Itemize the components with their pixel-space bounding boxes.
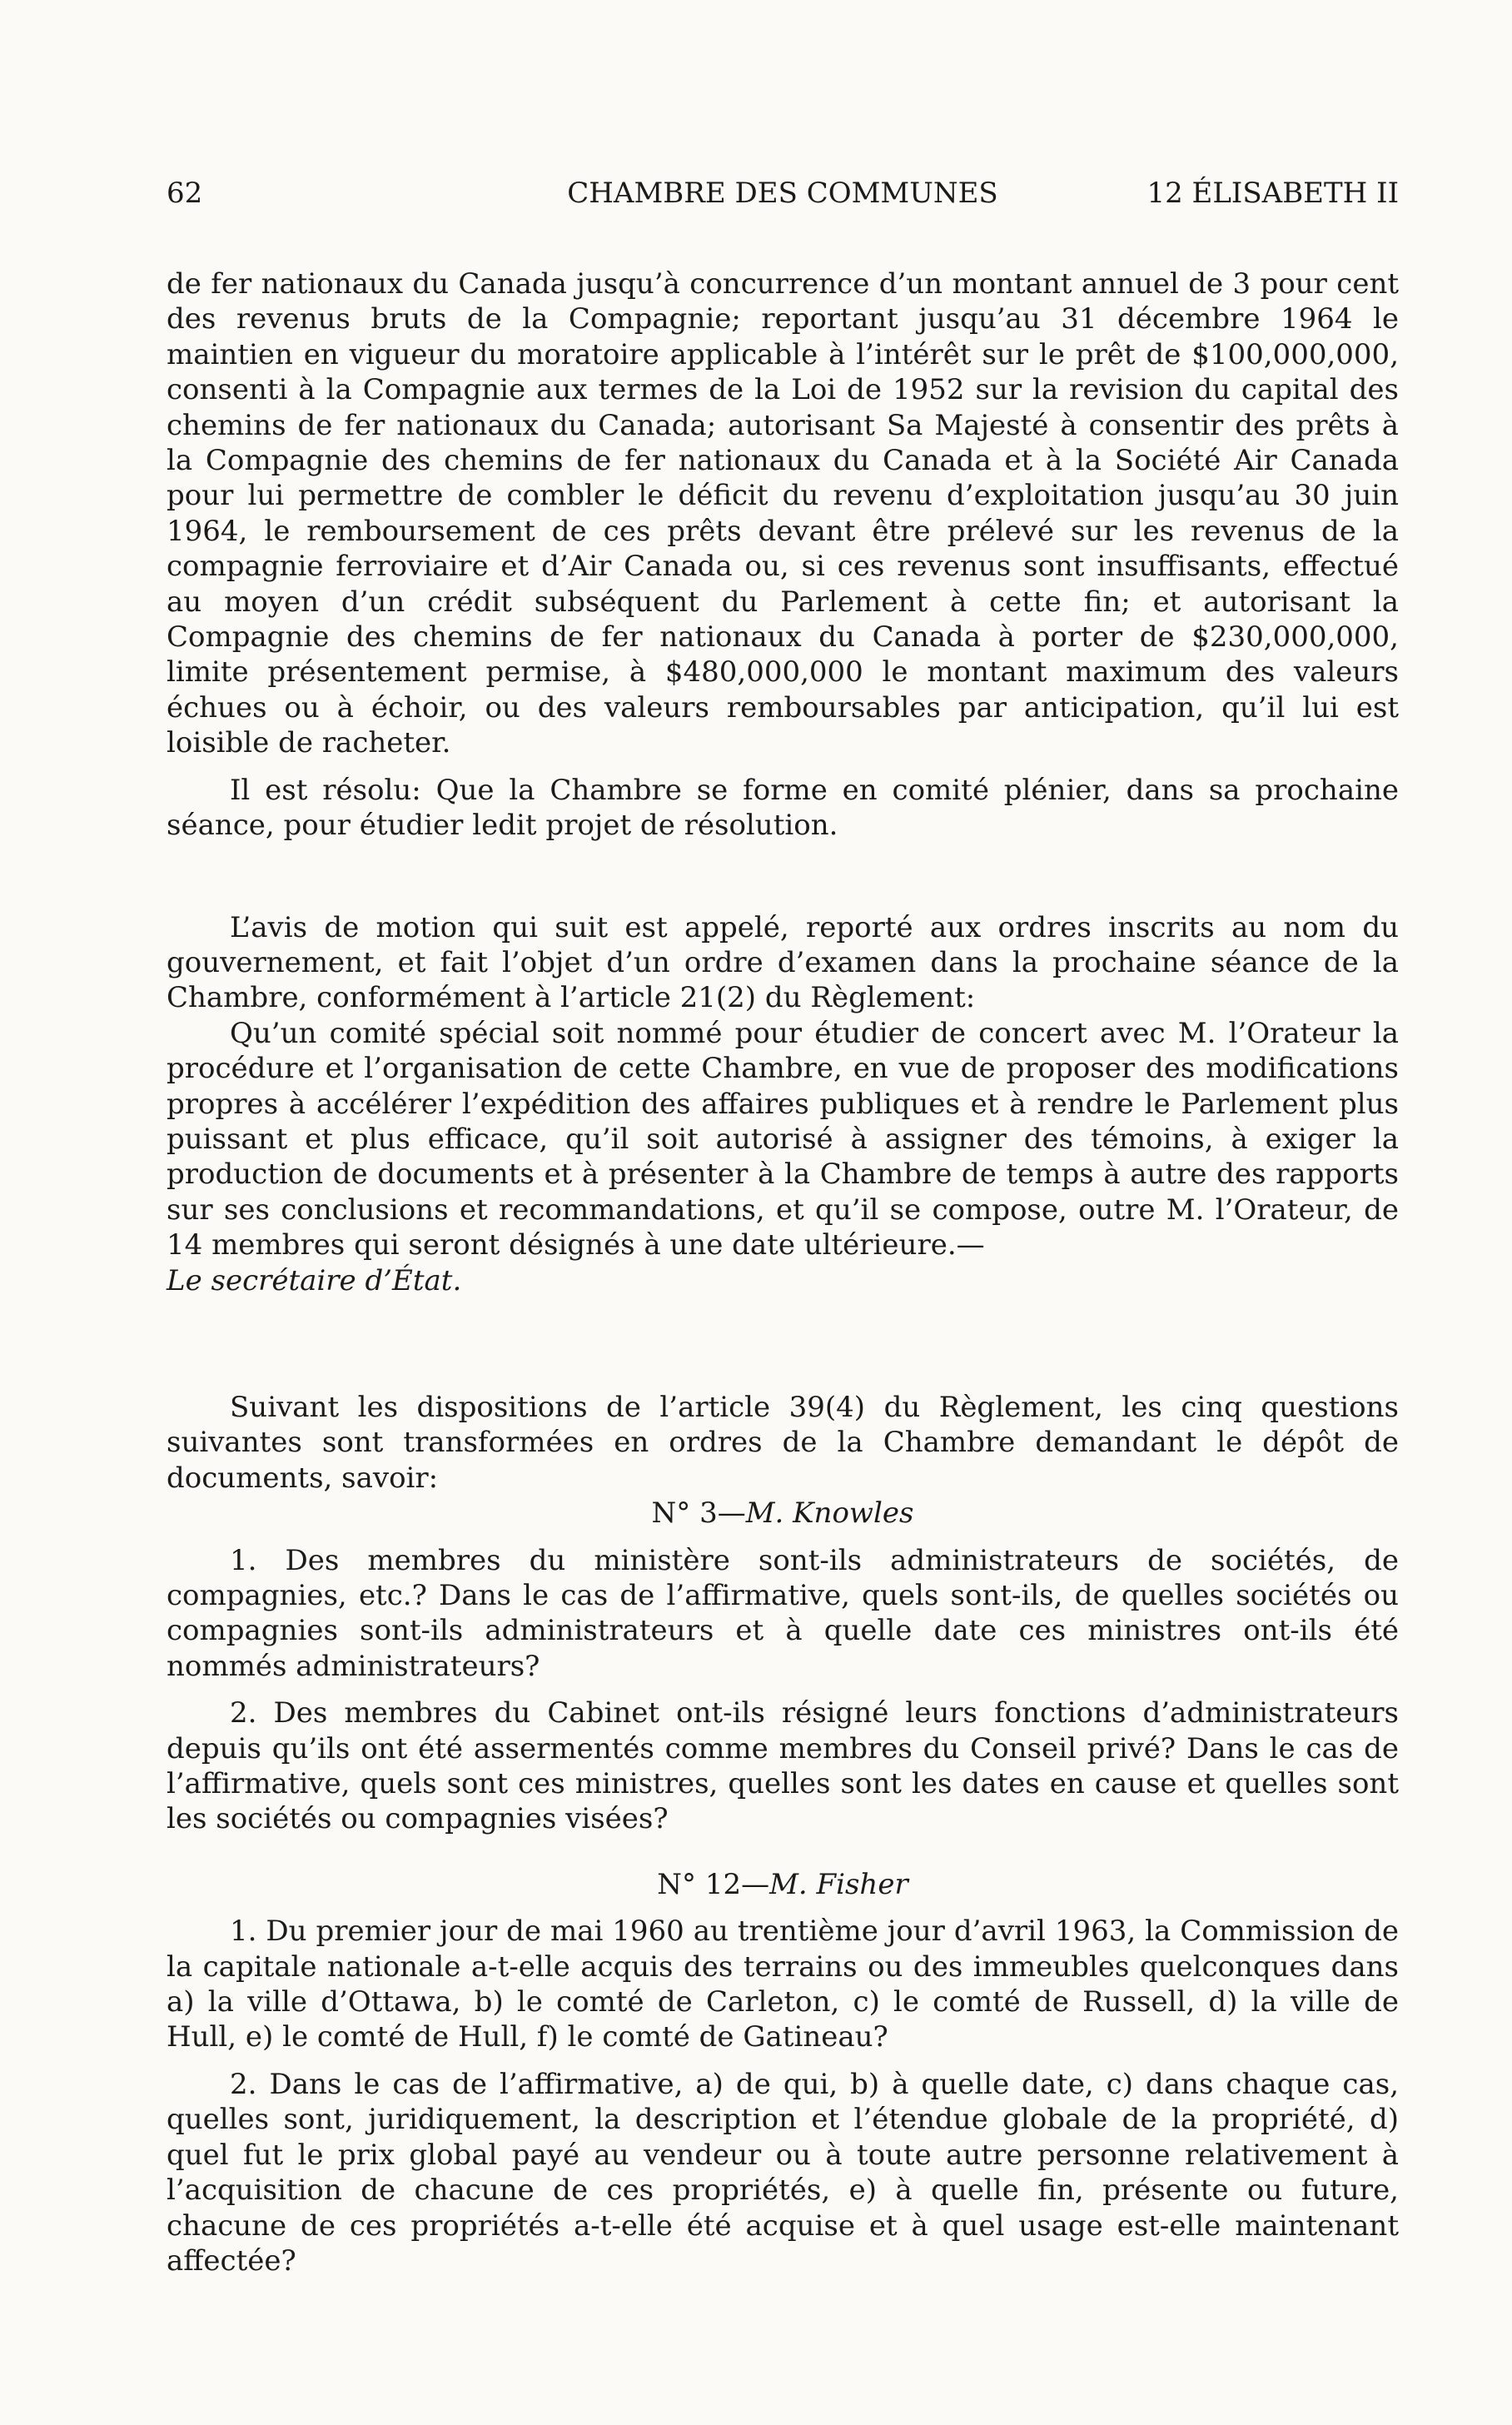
question-3-heading <box>167 1496 1399 1531</box>
question-3-member: M. Knowles <box>745 1496 914 1531</box>
paragraph-special-committee <box>167 1016 1399 1298</box>
running-header <box>167 175 1399 212</box>
motion-text: Qu’un comité spécial soit nommé pour étudier de concert avec M. l’Orateur la procédure et l’organisation de cette Chambre, en vue de proposer des modifications propres à accélérer l’expédition des affaires publiques et à rendre le Parlement plus puissant et plus efficace, qu’il soit autorisé à assigner des témoins, à exiger la production de documents et à présenter à la Chambre de temps à autre des rapports sur ses conclusions et recommandations, et qu’il se compose, outre M. l’Orateur, de 14 membres qui seront désignés à une date ultérieure.— <box>167 1016 1399 1262</box>
header-title: CHAMBRE DES COMMUNES <box>567 177 998 210</box>
paragraph-notice-of-motion: L’avis de motion qui suit est appelé, reporté aux ordres inscrits au nom du gouvernement, et fait l’objet d’un ordre d’examen dans la prochaine séance de la Chambre, conformément à l’article 21(2) du Règlement: <box>167 910 1399 1015</box>
question-12-member: M. Fisher <box>769 1867 908 1901</box>
paragraph-resolution: Il est résolu: Que la Chambre se forme en comité plénier, dans sa prochaine séance, pour étudier ledit projet de résolution. <box>167 773 1399 843</box>
paragraph-standing-order: Suivant les dispositions de l’article 39(4) du Règlement, les cinq questions suivantes sont transformées en ordres de la Chambre demandant le dépôt de documents, savoir: <box>167 1390 1399 1495</box>
question-3-number: N° 3— <box>651 1496 746 1531</box>
motion-signature: Le secrétaire d’État. <box>167 1263 462 1297</box>
regnal-year: 12 ÉLISABETH II <box>1146 177 1399 210</box>
question-3-item-2: 2. Des membres du Cabinet ont-ils résigné leurs fonctions d’administrateurs depuis qu’ils ont été assermentés comme membres du Conseil privé? Dans le cas de l’affirmative, quels sont ces ministres, quelles sont les dates en cause et quelles sont les sociétés ou compagnies visées? <box>167 1696 1399 1836</box>
question-12-heading <box>167 1867 1399 1902</box>
document-page <box>167 0 1399 2425</box>
question-12-item-1: 1. Du premier jour de mai 1960 au trentième jour d’avril 1963, la Commission de la capitale nationale a-t-elle acquis des terrains ou des immeubles quelconques dans a) la ville d’Ottawa, b) le comté de Carleton, c) le comté de Russell, d) la ville de Hull, e) le comté de Hull, f) le comté de Gatineau? <box>167 1915 1399 2054</box>
document-body <box>167 266 1399 2278</box>
page-number: 62 <box>167 177 203 210</box>
paragraph-continuation: de fer nationaux du Canada jusqu’à concurrence d’un montant annuel de 3 pour cent des revenus bruts de la Compagnie; reportant jusqu’au 31 décembre 1964 le maintien en vigueur du moratoire applicable à l’intérêt sur le prêt de $100,000,000, consenti à la Compagnie aux termes de la Loi de 1952 sur la revision du capital des chemins de fer nationaux du Canada; autorisant Sa Majesté à consentir des prêts à la Compagnie des chemins de fer nationaux du Canada et à la Société Air Canada pour lui permettre de combler le déficit du revenu d’exploitation jusqu’au 30 juin 1964, le remboursement de ces prêts devant être prélevé sur les revenus de la compagnie ferroviaire et d’Air Canada ou, si ces revenus sont insuffisants, effectué au moyen d’un crédit subséquent du Parlement à cette fin; et autorisant la Compagnie des chemins de fer nationaux du Canada à porter de $230,000,000, limite présentement permise, à $480,000,000 le montant maximum des valeurs échues ou à échoir, ou des valeurs remboursables par anticipation, qu’il lui est loisible de racheter. <box>167 267 1399 760</box>
question-3-item-1: 1. Des membres du ministère sont-ils administrateurs de sociétés, de compagnies, etc.? Dans le cas de l’affirmative, quels sont-ils, de quelles sociétés ou compagnies sont-ils administrateurs et à quelle date ces ministres ont-ils été nommés administrateurs? <box>167 1543 1399 1683</box>
question-12-item-2: 2. Dans le cas de l’affirmative, a) de qui, b) à quelle date, c) dans chaque cas, quelles sont, juridiquement, la description et l’étendue globale de la propriété, d) quel fut le prix global payé au vendeur ou à toute autre personne relativement à l’acquisition de chacune de ces propriétés, e) à quelle fin, présente ou future, chacune de ces propriétés a-t-elle été acquise et à quel usage est-elle maintenant affectée? <box>167 2067 1399 2278</box>
question-12-number: N° 12— <box>657 1867 770 1901</box>
